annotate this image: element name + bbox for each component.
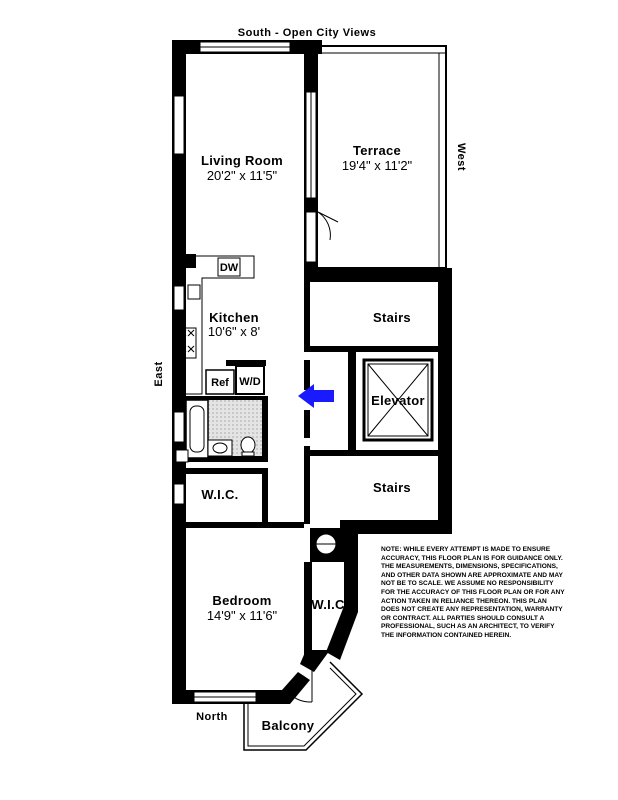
elevator-label: Elevator xyxy=(371,393,425,408)
east-label: East xyxy=(153,361,165,387)
window-living-top xyxy=(200,42,290,52)
note-text: WHILE EVERY ATTEMPT IS MADE TO ENSURE ACCURACY, THIS FLOOR PLAN IS FOR GUIDANCE ONLY. THE MEASUREMENTS, DIMENSIONS, SPECIFICATIONS, AND OTHER DATA SHOWN ARE APPROXIMATE AND MAY NOT BE TO SCALE. WE ASSUME NO RESPONSIBILITY FOR THE ACCURACY OF THIS FLOOR PLAN OR FOR ANY ACTION TAKEN IN RELIANCE THEREON. THIS PLAN DOES NOT CREATE ANY REPRESENTATION, WARRANTY OR CONTRACT. ALL PARTIES SHOULD CONSULT A PROFESSIONAL, SUCH AS AN ARCHITECT, TO VERIFY THE INFORMATION CONTAINED HEREIN. xyxy=(381,546,565,639)
living-room-dims: 20'2" x 11'5" xyxy=(206,168,278,183)
window-terrace-side xyxy=(306,92,316,262)
bath-wall xyxy=(262,400,268,462)
bedroom-dims: 14'9" x 11'6" xyxy=(206,608,278,623)
kitchen-name: Kitchen xyxy=(209,310,259,325)
bathroom xyxy=(176,400,266,462)
bedroom-name: Bedroom xyxy=(212,593,272,608)
washer-dryer-label: W/D xyxy=(239,376,261,388)
note-heading: NOTE: xyxy=(381,546,402,553)
refrigerator-label: Ref xyxy=(211,377,229,389)
terrace-door xyxy=(318,212,338,240)
balcony-name: Balcony xyxy=(261,718,315,733)
column xyxy=(310,528,344,562)
north-label: North xyxy=(196,711,228,723)
south-label: South - Open City Views xyxy=(237,27,377,39)
balcony-outline xyxy=(244,662,362,750)
entrance-arrow-icon xyxy=(298,384,334,408)
stairs-1-label: Stairs xyxy=(373,310,411,325)
wic-2-label: W.I.C. xyxy=(311,597,349,612)
wic-1-label: W.I.C. xyxy=(201,487,239,502)
sink-icon xyxy=(188,285,200,299)
terrace-dims: 19'4" x 11'2" xyxy=(341,158,413,173)
window-bedroom xyxy=(194,692,256,702)
dishwasher-label: DW xyxy=(219,262,239,274)
kitchen-dims: 10'6" x 8' xyxy=(207,324,261,339)
stairs-2-label: Stairs xyxy=(373,480,411,495)
disclaimer-note xyxy=(381,546,567,641)
west-label: West xyxy=(455,142,467,172)
terrace-name: Terrace xyxy=(352,143,402,158)
living-room-name: Living Room xyxy=(200,153,284,168)
